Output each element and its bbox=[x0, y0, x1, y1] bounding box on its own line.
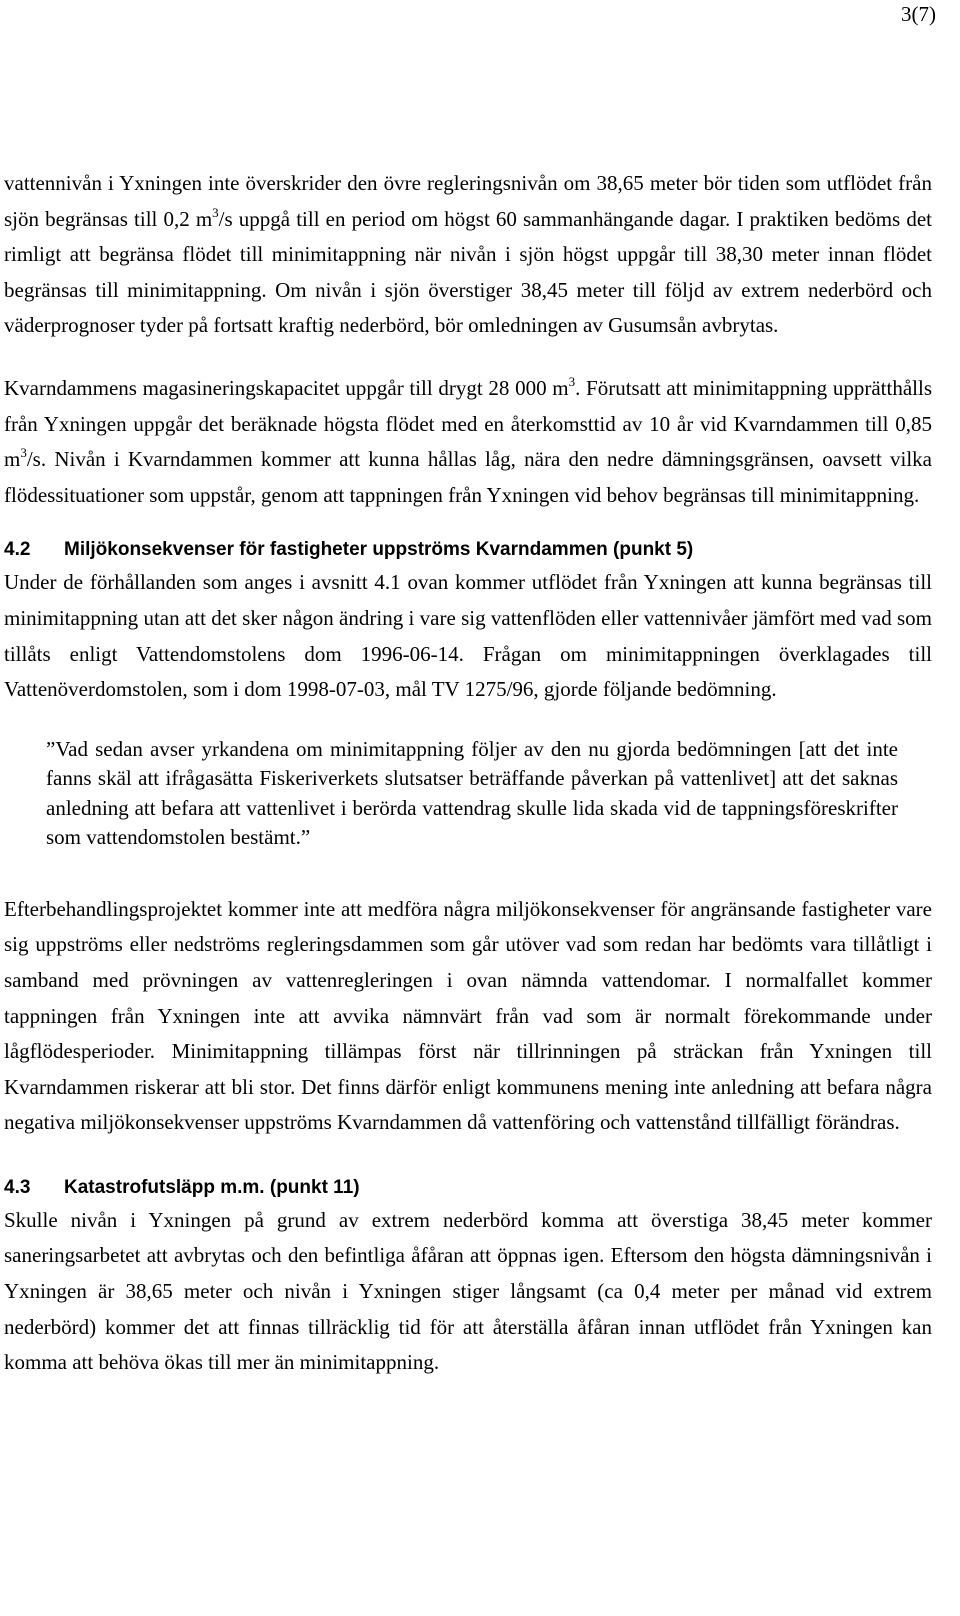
section-title: Katastrofutsläpp m.m. (punkt 11) bbox=[64, 1176, 360, 1198]
paragraph-yxningen-level bbox=[4, 166, 932, 344]
paragraph-section-4-2-conclusion: Efterbehandlingsprojektet kommer inte att medföra några miljökonsekvenser för angränsande fastigheter vare sig uppströms eller nedströms regleringsdammen som går utöver vad som redan har bedömts vara tillåtligt i samband med prövningen av vattenregleringen i ovan nämnda vattendomar. I normalfallet kommer tappningen från Yxningen inte att avvika nämnvärt från vad som är normalt förekommande under lågflödesperioder. Minimitappning tillämpas först när tillrinningen på sträckan från Yxningen till Kvarndammen riskerar att bli stor. Det finns därför enligt kommunens mening inte anledning att befara några negativa miljökonsekvenser uppströms Kvarndammen då vattenföring och vattenstånd tillfälligt förändras. bbox=[4, 896, 932, 1135]
section-heading-4-3 bbox=[4, 1173, 932, 1203]
section-heading-4-2 bbox=[4, 535, 932, 565]
paragraph-section-4-3: Skulle nivån i Yxningen på grund av extrem nederbörd komma att överstiga 38,45 meter kommer saneringsarbetet att avbrytas och den befintliga åfåran att öppnas igen. Eftersom den högsta dämningsnivån i Yxningen är 38,65 meter och nivån i Yxningen stiger långsamt (ca 0,4 meter per månad vid extrem nederbörd) kommer det att finnas tillräcklig tid för att återställa åfåran innan utflödet från Yxningen kan komma att behöva ökas till mer än minimitappning. bbox=[4, 1207, 932, 1375]
section-number: 4.3 bbox=[4, 1176, 31, 1198]
paragraph-text: /s uppgå till en period om högst 60 sammanhängande dagar. I praktiken bedöms det rimligt att begränsa flödet till minimitappning när nivån i sjön högst uppgår till 38,30 meter innan flödet begränsas till minimitappning. Om nivån i sjön överstiger 38,45 meter till följd av extrem nederbörd och väderprognoser tyder på fortsatt kraftig nederbörd, bör omledningen av Gusumsån avbrytas. bbox=[4, 206, 932, 338]
section-title: Miljökonsekvenser för fastigheter uppströms Kvarndammen (punkt 5) bbox=[64, 539, 694, 561]
superscript: 3 bbox=[568, 373, 576, 389]
paragraph-text: /s. Nivån i Kvarndammen kommer att kunna hållas låg, nära den nedre dämningsgränsen, oavsett vilka flödessituationer som uppstår, genom att tappningen från Yxningen vid behov begränsas till minimitappning. bbox=[4, 447, 932, 507]
paragraph-text: . Förutsatt att minimitappning upprätthålls från Yxningen uppgår det beräknade högsta flödet med en återkomsttid av 10 år vid Kvarndammen till 0,85 m bbox=[4, 375, 933, 472]
paragraph-text: Kvarndammens magasineringskapacitet uppgår till drygt 28 000 m bbox=[4, 375, 569, 400]
superscript: 3 bbox=[212, 204, 219, 220]
superscript: 3 bbox=[20, 445, 27, 461]
page-number: 3(7) bbox=[901, 2, 936, 26]
paragraph-text: vattennivån i Yxningen inte överskrider den övre regleringsnivån om 38,65 meter bör tiden som utflödet från sjön begränsas till 0,2 m bbox=[4, 171, 932, 231]
section-number: 4.2 bbox=[4, 539, 31, 561]
paragraph-section-4-2-intro: Under de förhållanden som anges i avsnitt 4.1 ovan kommer utflödet från Yxningen att kunna begränsas till minimitappning utan att det sker någon ändring i vare sig vattenflöden eller vattennivåer jämfört med vad som tillåts enligt Vattendomstolens dom 1996-06-14. Frågan om minimitappningen överklagades till Vattenöverdomstolen, som i dom 1998-07-03, mål TV 1275/96, gjorde följande bedömning. bbox=[4, 570, 932, 702]
paragraph-kvarndammen-capacity bbox=[4, 371, 932, 513]
court-quote: ”Vad sedan avser yrkandena om minimitappning följer av den nu gjorda bedömningen [att det inte fanns skäl att ifrågasätta Fiskeriverkets slutsatser beträffande påverkan på vattenlivet] att det saknas anledning att befara att vattenlivet i berörda vattendrag skulle lida skada vid de tappningsföreskrifter som vattendomstolen bestämt.” bbox=[46, 736, 898, 850]
document-body bbox=[4, 166, 932, 1381]
